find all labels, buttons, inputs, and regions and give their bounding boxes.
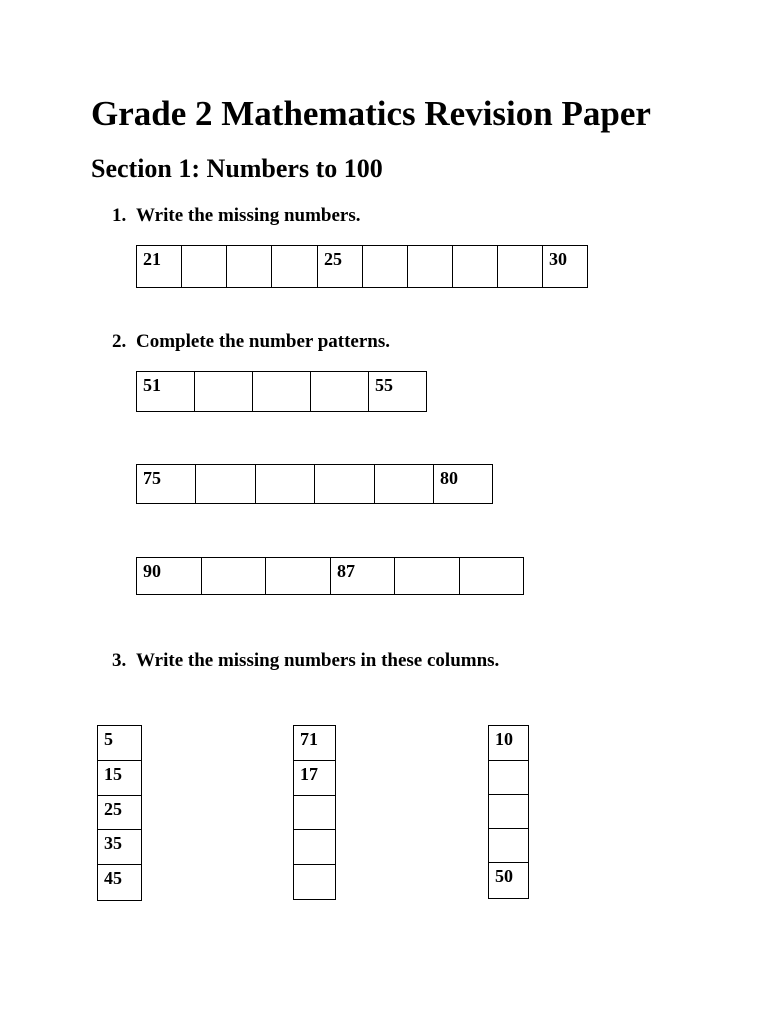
answer-cell[interactable] [453,246,498,288]
number-cell: 30 [543,246,588,288]
number-column-3 [488,725,529,899]
question-text: Write the missing numbers. [136,205,361,226]
number-row-q1 [136,245,588,288]
answer-cell[interactable] [256,465,315,504]
answer-cell[interactable] [489,829,529,863]
answer-cell[interactable] [489,761,529,795]
answer-cell[interactable] [227,246,272,288]
question-3 [112,649,499,673]
number-cell: 21 [137,246,182,288]
number-column-2 [293,725,336,900]
answer-cell[interactable] [460,558,524,595]
page-title: Grade 2 Mathematics Revision Paper [91,94,651,133]
answer-cell[interactable] [195,372,253,412]
number-cell: 75 [137,465,196,504]
answer-cell[interactable] [182,246,227,288]
pattern-row-2 [136,464,493,504]
question-1 [112,204,360,228]
question-text: Complete the number patterns. [136,331,391,352]
number-cell: 5 [98,726,142,761]
answer-cell[interactable] [253,372,311,412]
number-cell: 80 [434,465,493,504]
answer-cell[interactable] [294,830,336,865]
number-cell: 55 [369,372,427,412]
question-number: 1. [112,205,127,226]
number-cell: 15 [98,761,142,796]
number-cell: 87 [331,558,395,595]
answer-cell[interactable] [202,558,266,595]
answer-cell[interactable] [311,372,369,412]
number-cell: 71 [294,726,336,761]
answer-cell[interactable] [266,558,331,595]
section-title: Section 1: Numbers to 100 [91,154,383,183]
question-number: 3. [112,650,127,671]
answer-cell[interactable] [294,796,336,830]
number-cell: 45 [98,865,142,901]
number-cell: 25 [98,796,142,830]
answer-cell[interactable] [363,246,408,288]
pattern-row-1 [136,371,427,412]
answer-cell[interactable] [272,246,318,288]
answer-cell[interactable] [395,558,460,595]
number-cell: 51 [137,372,195,412]
pattern-row-3 [136,557,524,595]
answer-cell[interactable] [489,795,529,829]
number-column-1 [97,725,142,901]
number-cell: 10 [489,726,529,761]
answer-cell[interactable] [315,465,375,504]
answer-cell[interactable] [294,865,336,900]
answer-cell[interactable] [375,465,434,504]
answer-cell[interactable] [196,465,256,504]
answer-cell[interactable] [498,246,543,288]
question-number: 2. [112,331,127,352]
number-cell: 17 [294,761,336,796]
number-cell: 35 [98,830,142,865]
number-cell: 90 [137,558,202,595]
number-cell: 25 [318,246,363,288]
question-text: Write the missing numbers in these columns. [136,650,500,671]
number-cell: 50 [489,863,529,899]
question-2 [112,330,390,354]
answer-cell[interactable] [408,246,453,288]
